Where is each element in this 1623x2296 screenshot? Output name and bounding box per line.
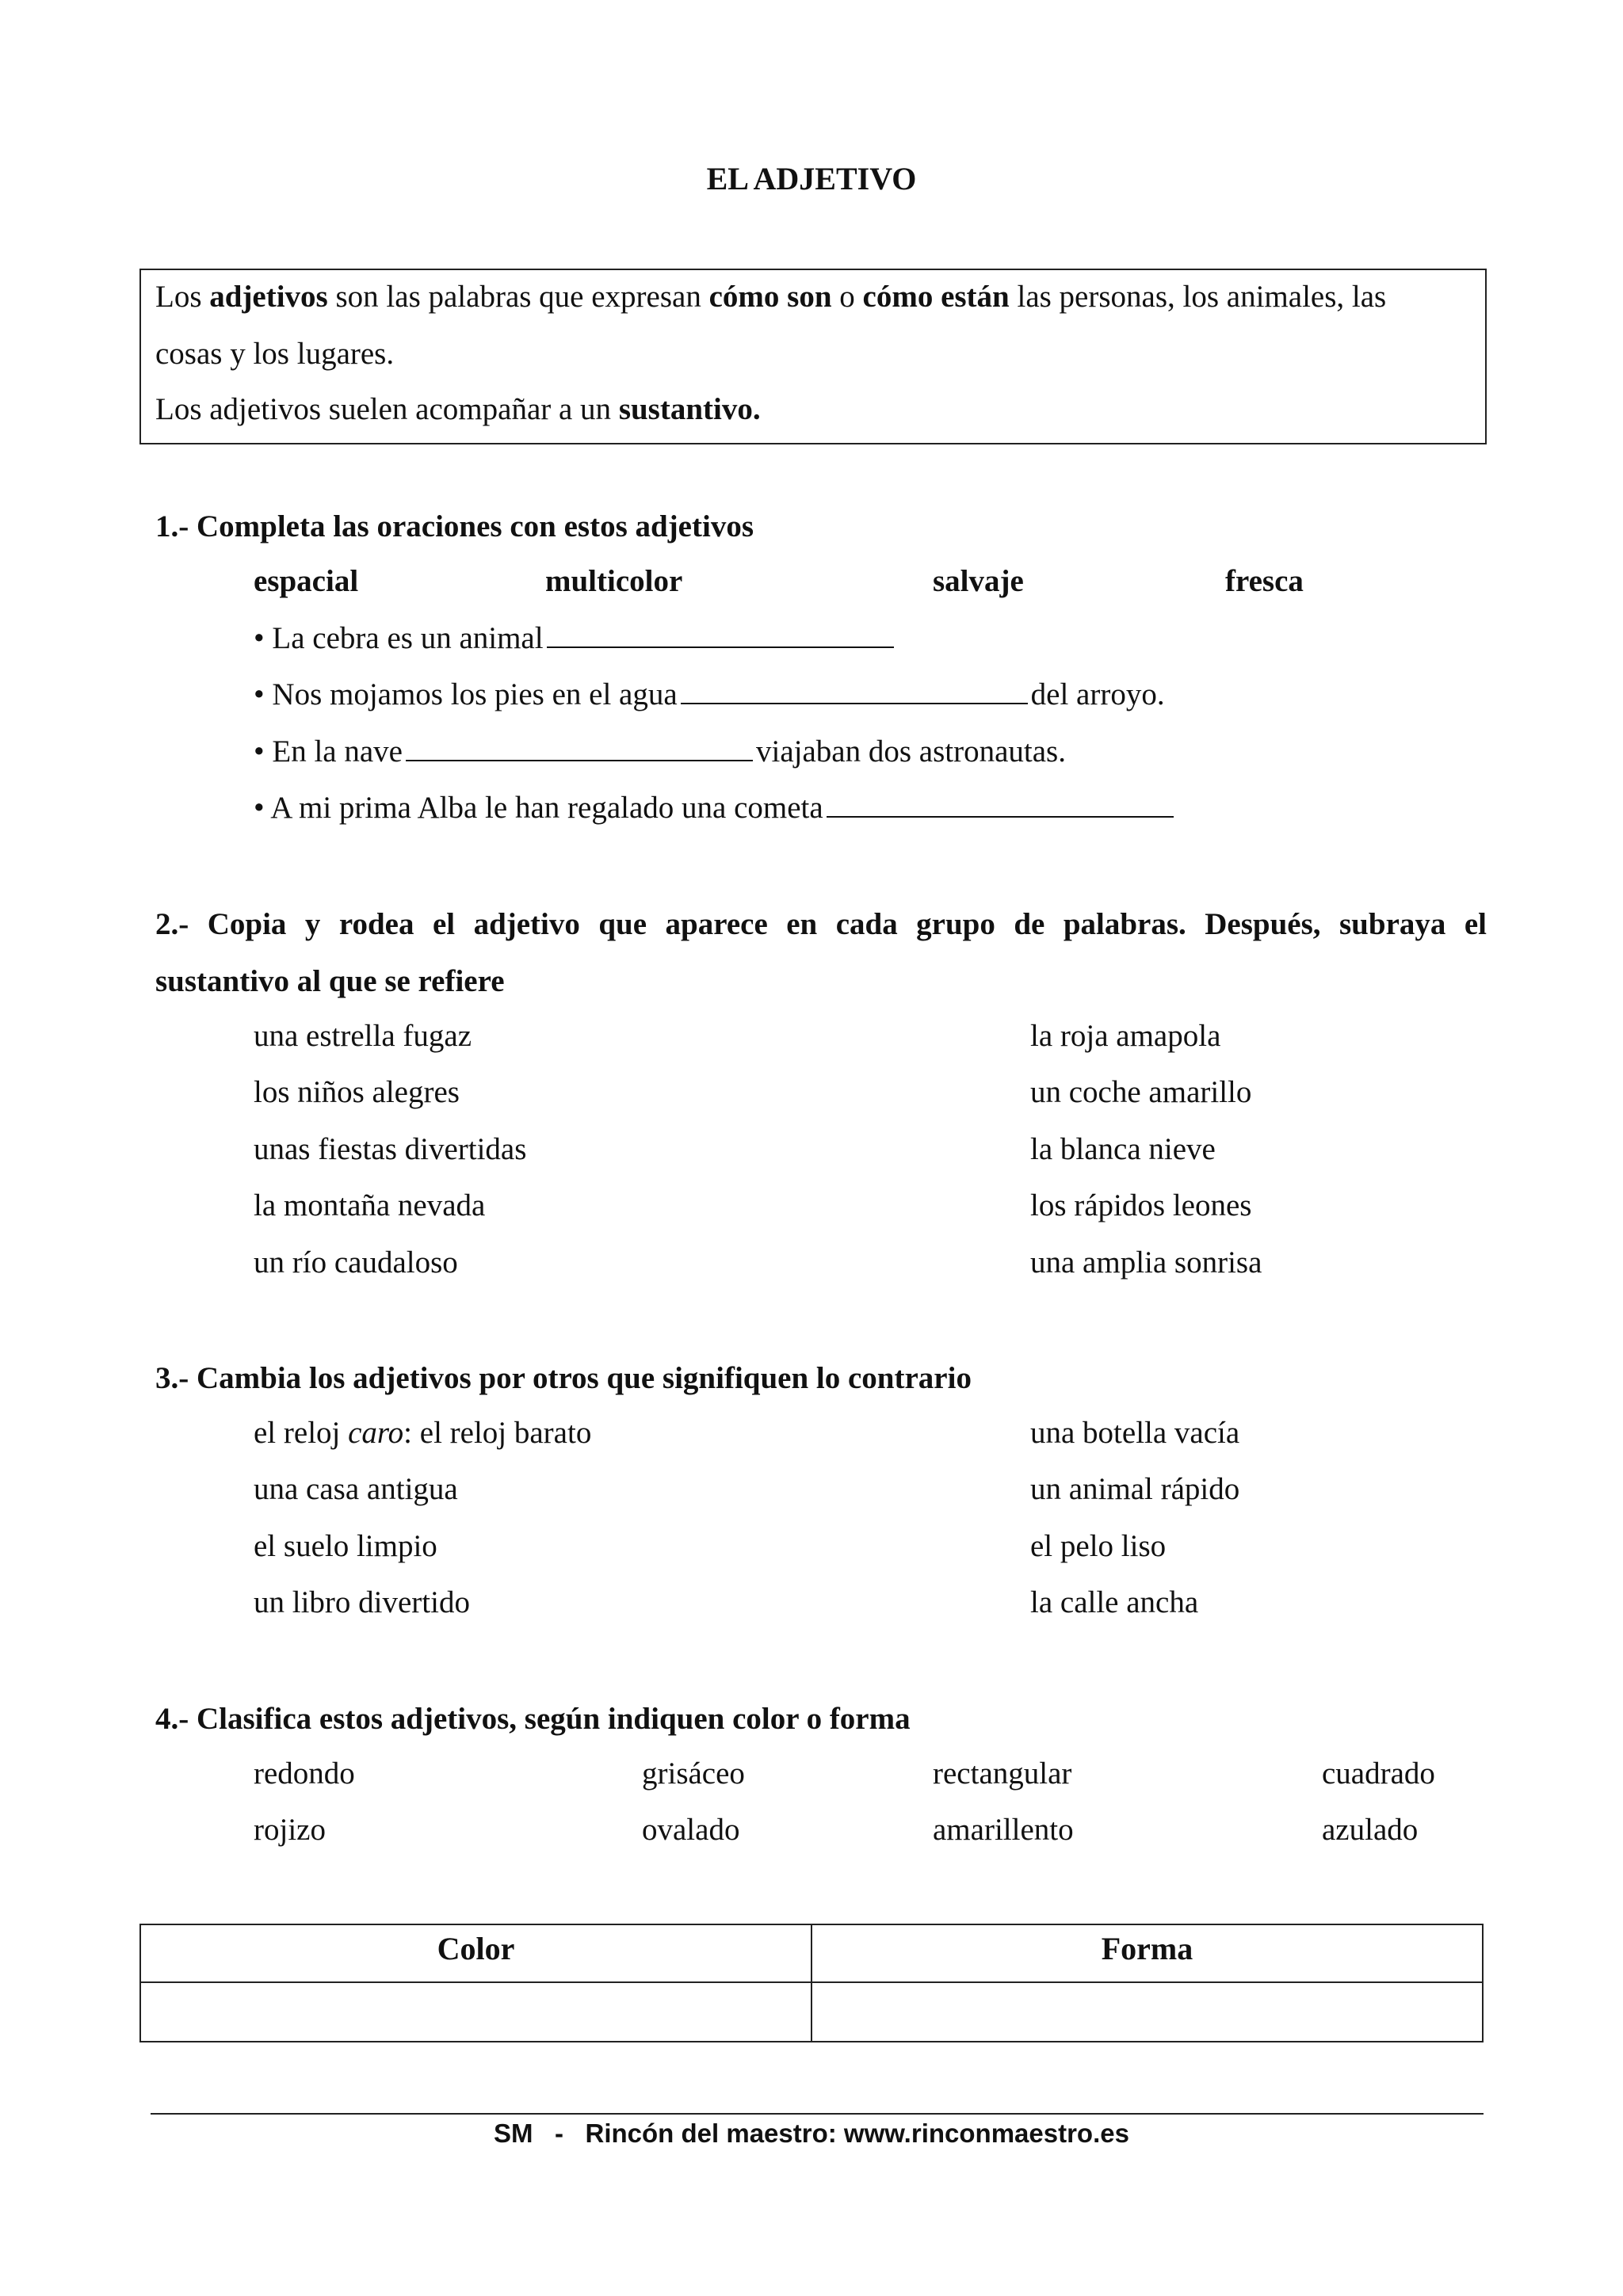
sentence-1 bbox=[254, 623, 897, 654]
definition-text: Los bbox=[155, 280, 210, 314]
adjective-item: azulado bbox=[1322, 1813, 1419, 1847]
phrase-item: unas fiestas divertidas bbox=[254, 1132, 527, 1166]
table-header-color: Color bbox=[140, 1924, 812, 1982]
footer-divider bbox=[151, 2113, 1484, 2115]
word-option: salvaje bbox=[933, 564, 1024, 598]
phrase-item: la montaña nevada bbox=[254, 1188, 486, 1222]
table-cell-forma[interactable] bbox=[812, 1982, 1483, 2042]
table-header-forma: Forma bbox=[812, 1924, 1483, 1982]
adjective-item: rectangular bbox=[933, 1756, 1072, 1791]
word-option: espacial bbox=[254, 564, 359, 598]
phrase-item: un animal rápido bbox=[1030, 1472, 1240, 1506]
definition-text: o bbox=[831, 280, 863, 314]
sentence-text: • A mi prima Alba le han regalado una cometa bbox=[254, 791, 823, 825]
exercise-4-heading: 4.- Clasifica estos adjetivos, según indiquen color o forma bbox=[155, 1702, 911, 1736]
definition-text: Los adjetivos suelen acompañar a un bbox=[155, 392, 619, 426]
phrase-item: el pelo liso bbox=[1030, 1529, 1167, 1563]
example-text: : el reloj barato bbox=[403, 1416, 592, 1450]
sentence-text: • En la nave bbox=[254, 734, 403, 769]
adjective-item: rojizo bbox=[254, 1813, 326, 1847]
phrase-item: los rápidos leones bbox=[1030, 1188, 1252, 1222]
sentence-3 bbox=[254, 736, 1066, 767]
adjective-item: ovalado bbox=[642, 1813, 740, 1847]
exercise-2-heading-line-1: 2.- Copia y rodea el adjetivo que aparece en cada grupo de palabras. Después, subraya el bbox=[155, 907, 1487, 941]
table-header-row bbox=[140, 1924, 1483, 1982]
adjective-item: grisáceo bbox=[642, 1756, 745, 1791]
phrase-item: la roja amapola bbox=[1030, 1019, 1221, 1053]
definition-line-3 bbox=[155, 391, 761, 427]
phrase-item: un coche amarillo bbox=[1030, 1075, 1252, 1109]
sentence-4 bbox=[254, 792, 1177, 823]
definition-bold: sustantivo. bbox=[618, 392, 761, 426]
phrase-item: la blanca nieve bbox=[1030, 1132, 1216, 1166]
sentence-2 bbox=[254, 679, 1165, 710]
definition-text: las personas, los animales, las bbox=[1009, 280, 1387, 314]
answer-blank[interactable] bbox=[406, 759, 753, 761]
sentence-text: • Nos mojamos los pies en el agua bbox=[254, 677, 678, 711]
phrase-item: una casa antigua bbox=[254, 1472, 458, 1506]
example-item bbox=[254, 1417, 591, 1448]
example-text: el reloj bbox=[254, 1416, 349, 1450]
definition-bold: adjetivos bbox=[209, 280, 328, 314]
sentence-text: • La cebra es un animal bbox=[254, 621, 544, 655]
word-option: multicolor bbox=[545, 564, 683, 598]
definition-bold: cómo están bbox=[862, 280, 1010, 314]
sentence-text: del arroyo. bbox=[1030, 677, 1165, 711]
definition-line-2: cosas y los lugares. bbox=[155, 337, 395, 371]
phrase-item: un río caudaloso bbox=[254, 1245, 458, 1280]
sentence-text: viajaban dos astronautas. bbox=[756, 734, 1066, 769]
answer-blank[interactable] bbox=[681, 702, 1028, 704]
exercise-1-heading: 1.- Completa las oraciones con estos adjetivos bbox=[155, 509, 754, 543]
classification-table bbox=[139, 1924, 1484, 2042]
definition-bold: cómo son bbox=[708, 280, 832, 314]
phrase-item: una amplia sonrisa bbox=[1030, 1245, 1262, 1280]
example-italic: caro bbox=[348, 1416, 404, 1450]
exercise-2-heading-line-2: sustantivo al que se refiere bbox=[155, 964, 505, 998]
adjective-item: amarillento bbox=[933, 1813, 1074, 1847]
page-title: EL ADJETIVO bbox=[706, 161, 917, 196]
definition-text: son las palabras que expresan bbox=[327, 280, 709, 314]
table-row bbox=[140, 1982, 1483, 2042]
table-cell-color[interactable] bbox=[140, 1982, 812, 2042]
phrase-item: la calle ancha bbox=[1030, 1585, 1199, 1619]
phrase-item: una botella vacía bbox=[1030, 1416, 1240, 1450]
footer-text: SM - Rincón del maestro: www.rinconmaestro.es bbox=[494, 2119, 1129, 2148]
definition-line-1 bbox=[155, 279, 1386, 315]
adjective-item: redondo bbox=[254, 1756, 355, 1791]
exercise-3-heading: 3.- Cambia los adjetivos por otros que signifiquen lo contrario bbox=[155, 1361, 972, 1395]
phrase-item: un libro divertido bbox=[254, 1585, 470, 1619]
phrase-item: los niños alegres bbox=[254, 1075, 460, 1109]
phrase-item: una estrella fugaz bbox=[254, 1019, 472, 1053]
adjective-item: cuadrado bbox=[1322, 1756, 1435, 1791]
answer-blank[interactable] bbox=[827, 815, 1174, 818]
word-option: fresca bbox=[1225, 564, 1304, 598]
phrase-item: el suelo limpio bbox=[254, 1529, 437, 1563]
answer-blank[interactable] bbox=[547, 646, 894, 648]
